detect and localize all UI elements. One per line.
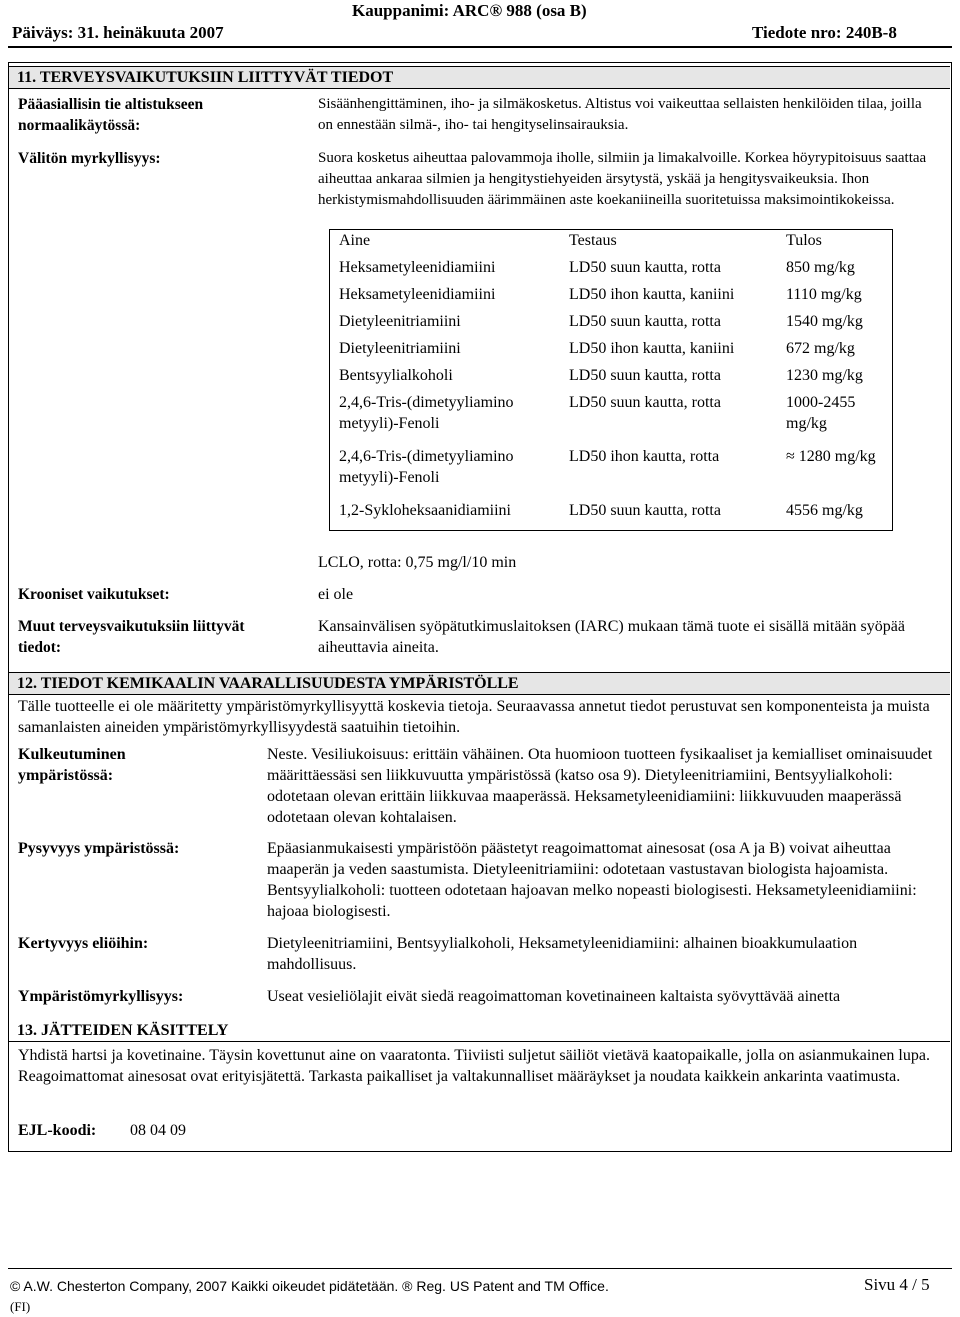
table-row (330, 284, 893, 311)
section-12-title: 12. TIEDOT KEMIKAALIN VAARALLISUUDESTA YMPÄRISTÖLLE (17, 675, 519, 692)
table-cell-substance: 1,2-Sykloheksaanidiamiini (339, 502, 511, 520)
table-header-substance: Aine (339, 232, 371, 249)
section-11-title-bar (9, 66, 950, 89)
section-12-intro: Tälle tuotteelle ei ole määritetty ympäristömyrkyllisyyttä koskevia tietoja. Seuraavassa annetut tiedot perustuvat sen komponenteista ja muista samanlaisten aineiden ympäristömyrkyllisyydestä saatuihin tietoihin. (18, 698, 930, 736)
other-health-label: Muut terveysvaikutuksiin liittyvät tiedot: (18, 618, 245, 656)
other-health-text: Kansainvälisen syöpätutkimuslaitoksen (IARC) mukaan tämä tuote ei sisällä mitään syöpää aiheuttavia aineita. (318, 618, 905, 656)
table-cell-result: 850 mg/kg (786, 259, 855, 277)
table-cell-test: LD50 suun kautta, rotta (569, 394, 721, 412)
table-header-test: Testaus (569, 232, 617, 249)
table-row (330, 338, 893, 365)
table-cell-substance: Bentsyylialkoholi (339, 367, 453, 385)
bioaccumulation-label: Kertyvyys eliöihin: (18, 935, 149, 952)
table-header-row (330, 230, 893, 258)
table-cell-substance: Dietyleenitriamiini (339, 340, 461, 358)
language-code: (FI) (10, 1299, 31, 1314)
table-cell-test: LD50 suun kautta, rotta (569, 259, 721, 277)
table-cell-result: 1540 mg/kg (786, 313, 863, 331)
lclo-value: LCLO, rotta: 0,75 mg/l/10 min (318, 554, 517, 571)
ld50-table (329, 229, 893, 531)
table-cell-result: 4556 mg/kg (786, 502, 863, 520)
table-cell-result: 1110 mg/kg (786, 286, 862, 304)
table-cell-result: 672 mg/kg (786, 340, 855, 358)
table-cell-result: ≈ 1280 mg/kg (786, 448, 876, 466)
table-row (330, 365, 893, 392)
table-cell-substance: Heksametyleenidiamiini (339, 286, 496, 304)
table-row (330, 311, 893, 338)
section-13-title: 13. JÄTTEIDEN KÄSITTELY (17, 1022, 229, 1039)
mobility-label: Kulkeutuminen ympäristössä: (18, 746, 126, 784)
page-number: Sivu 4 / 5 (864, 1275, 930, 1294)
exposure-label: Pääasiallisin tie altistukseen normaalikäytössä: (18, 96, 204, 134)
chronic-effects-label: Krooniset vaikutukset: (18, 586, 170, 603)
ejl-code-value: 08 04 09 (130, 1122, 186, 1139)
ejl-code-label: EJL-koodi: (18, 1122, 97, 1139)
document-number: Tiedote nro: 240B-8 (752, 23, 897, 42)
table-row (330, 500, 893, 530)
table-cell-test: LD50 ihon kautta, kaniini (569, 286, 735, 304)
document-date: Päiväys: 31. heinäkuuta 2007 (12, 23, 224, 42)
table-cell-substance: Dietyleenitriamiini (339, 313, 461, 331)
acute-toxicity-label: Välitön myrkyllisyys: (18, 150, 161, 167)
persistence-label: Pysyvyys ympäristössä: (18, 840, 180, 857)
table-cell-substance: 2,4,6-Tris-(dimetyyliamino metyyli)-Fenoli (339, 394, 514, 433)
mobility-text: Neste. Vesiliukoisuus: erittäin vähäinen. Ota huomioon tuotteen fysikaaliset ja kemialliset ominaisuudet määrittäessäsi sen liikkuvuutta ympäristössä (katso osa 9). Dietyleenitriamiini, Bentsyylialkoholi: odotetaan olevan erittäin liikkuvaa maaperässä. Heksametyleenidiamiini: liikkuvuuden maaperässä odotetaan olevan kohtalaisen. (267, 746, 933, 826)
table-cell-substance: 2,4,6-Tris-(dimetyyliamino metyyli)-Fenoli (339, 448, 514, 487)
table-cell-test: LD50 suun kautta, rotta (569, 502, 721, 520)
table-cell-result: 1230 mg/kg (786, 367, 863, 385)
table-header-result: Tulos (786, 232, 822, 249)
product-name: Kauppanimi: ARC® 988 (osa B) (352, 1, 587, 20)
section-13-text: Yhdistä hartsi ja kovetinaine. Täysin kovettunut aine on vaaratonta. Tiiviisti suljetut säiliöt vietävä kaatopaikalle, jolla on asianmukainen lupa. Reagoimattomat ainesosat ovat erityisjätettä. Tarkasta paikalliset ja valtakunnalliset määräykset ja noudata kaikkein ankarinta vaatimusta. (18, 1047, 930, 1085)
acute-toxicity-text: Suora kosketus aiheuttaa palovammoja iholle, silmiin ja limakalvoille. Korkea höyrypitoisuus saattaa aiheuttaa ankaraa silmien ja hengitystiehyeiden ärsytystä, yskää ja hengitysvaikeuksia. Ihon herkistymismahdollisuuden äärimmäinen aste koekaniineilla suoritetuissa maksimointikokeissa. (318, 150, 927, 208)
table-cell-test: LD50 ihon kautta, rotta (569, 448, 720, 466)
table-cell-test: LD50 suun kautta, rotta (569, 367, 721, 385)
chronic-effects-text: ei ole (318, 586, 354, 603)
section-13-title-bar (9, 1020, 950, 1042)
footer-divider (8, 1268, 952, 1269)
persistence-text: Epäasianmukaisesti ympäristöön päästetyt reagoimattomat ainesosat (osa A ja B) voivat aiheuttaa maaperän ja veden saastumista. Dietyleenitriamiini: odotetaan vastustavan biologista hajoamista. Bentsyylialkoholi: tuotteen odotetaan hajoavan melko nopeasti biologisesti. Heksametyleenidiamiini: hajoaa biologisesti. (267, 840, 917, 920)
table-cell-substance: Heksametyleenidiamiini (339, 259, 496, 277)
section-12-title-bar (9, 672, 950, 695)
bioaccumulation-text: Dietyleenitriamiini, Bentsyylialkoholi, Heksametyleenidiamiini: alhainen bioakkumulaation mahdollisuus. (267, 935, 858, 973)
table-cell-test: LD50 ihon kautta, kaniini (569, 340, 735, 358)
ecotoxicity-text: Useat vesieliölajit eivät siedä reagoimattoman kovetinaineen kaltaista syövyttävää ainetta (267, 988, 841, 1005)
table-cell-test: LD50 suun kautta, rotta (569, 313, 721, 331)
section-11-title: 11. TERVEYSVAIKUTUKSIIN LIITTYVÄT TIEDOT (17, 69, 394, 86)
table-row (330, 257, 893, 284)
exposure-text: Sisäänhengittäminen, iho- ja silmäkosketus. Altistus voi vaikeuttaa sellaisten henkilöiden tilaa, joilla on ennestään silmä-, iho- tai hengityselinsairauksia. (318, 96, 922, 133)
table-cell-result: 1000-2455 mg/kg (786, 394, 856, 433)
table-row (330, 446, 893, 500)
footer-copyright: © A.W. Chesterton Company, 2007 Kaikki oikeudet pidätetään. ® Reg. US Patent and TM Office. (10, 1278, 609, 1294)
header-divider (8, 46, 952, 48)
table-row (330, 392, 893, 446)
ecotoxicity-label: Ympäristömyrkyllisyys: (18, 988, 184, 1005)
